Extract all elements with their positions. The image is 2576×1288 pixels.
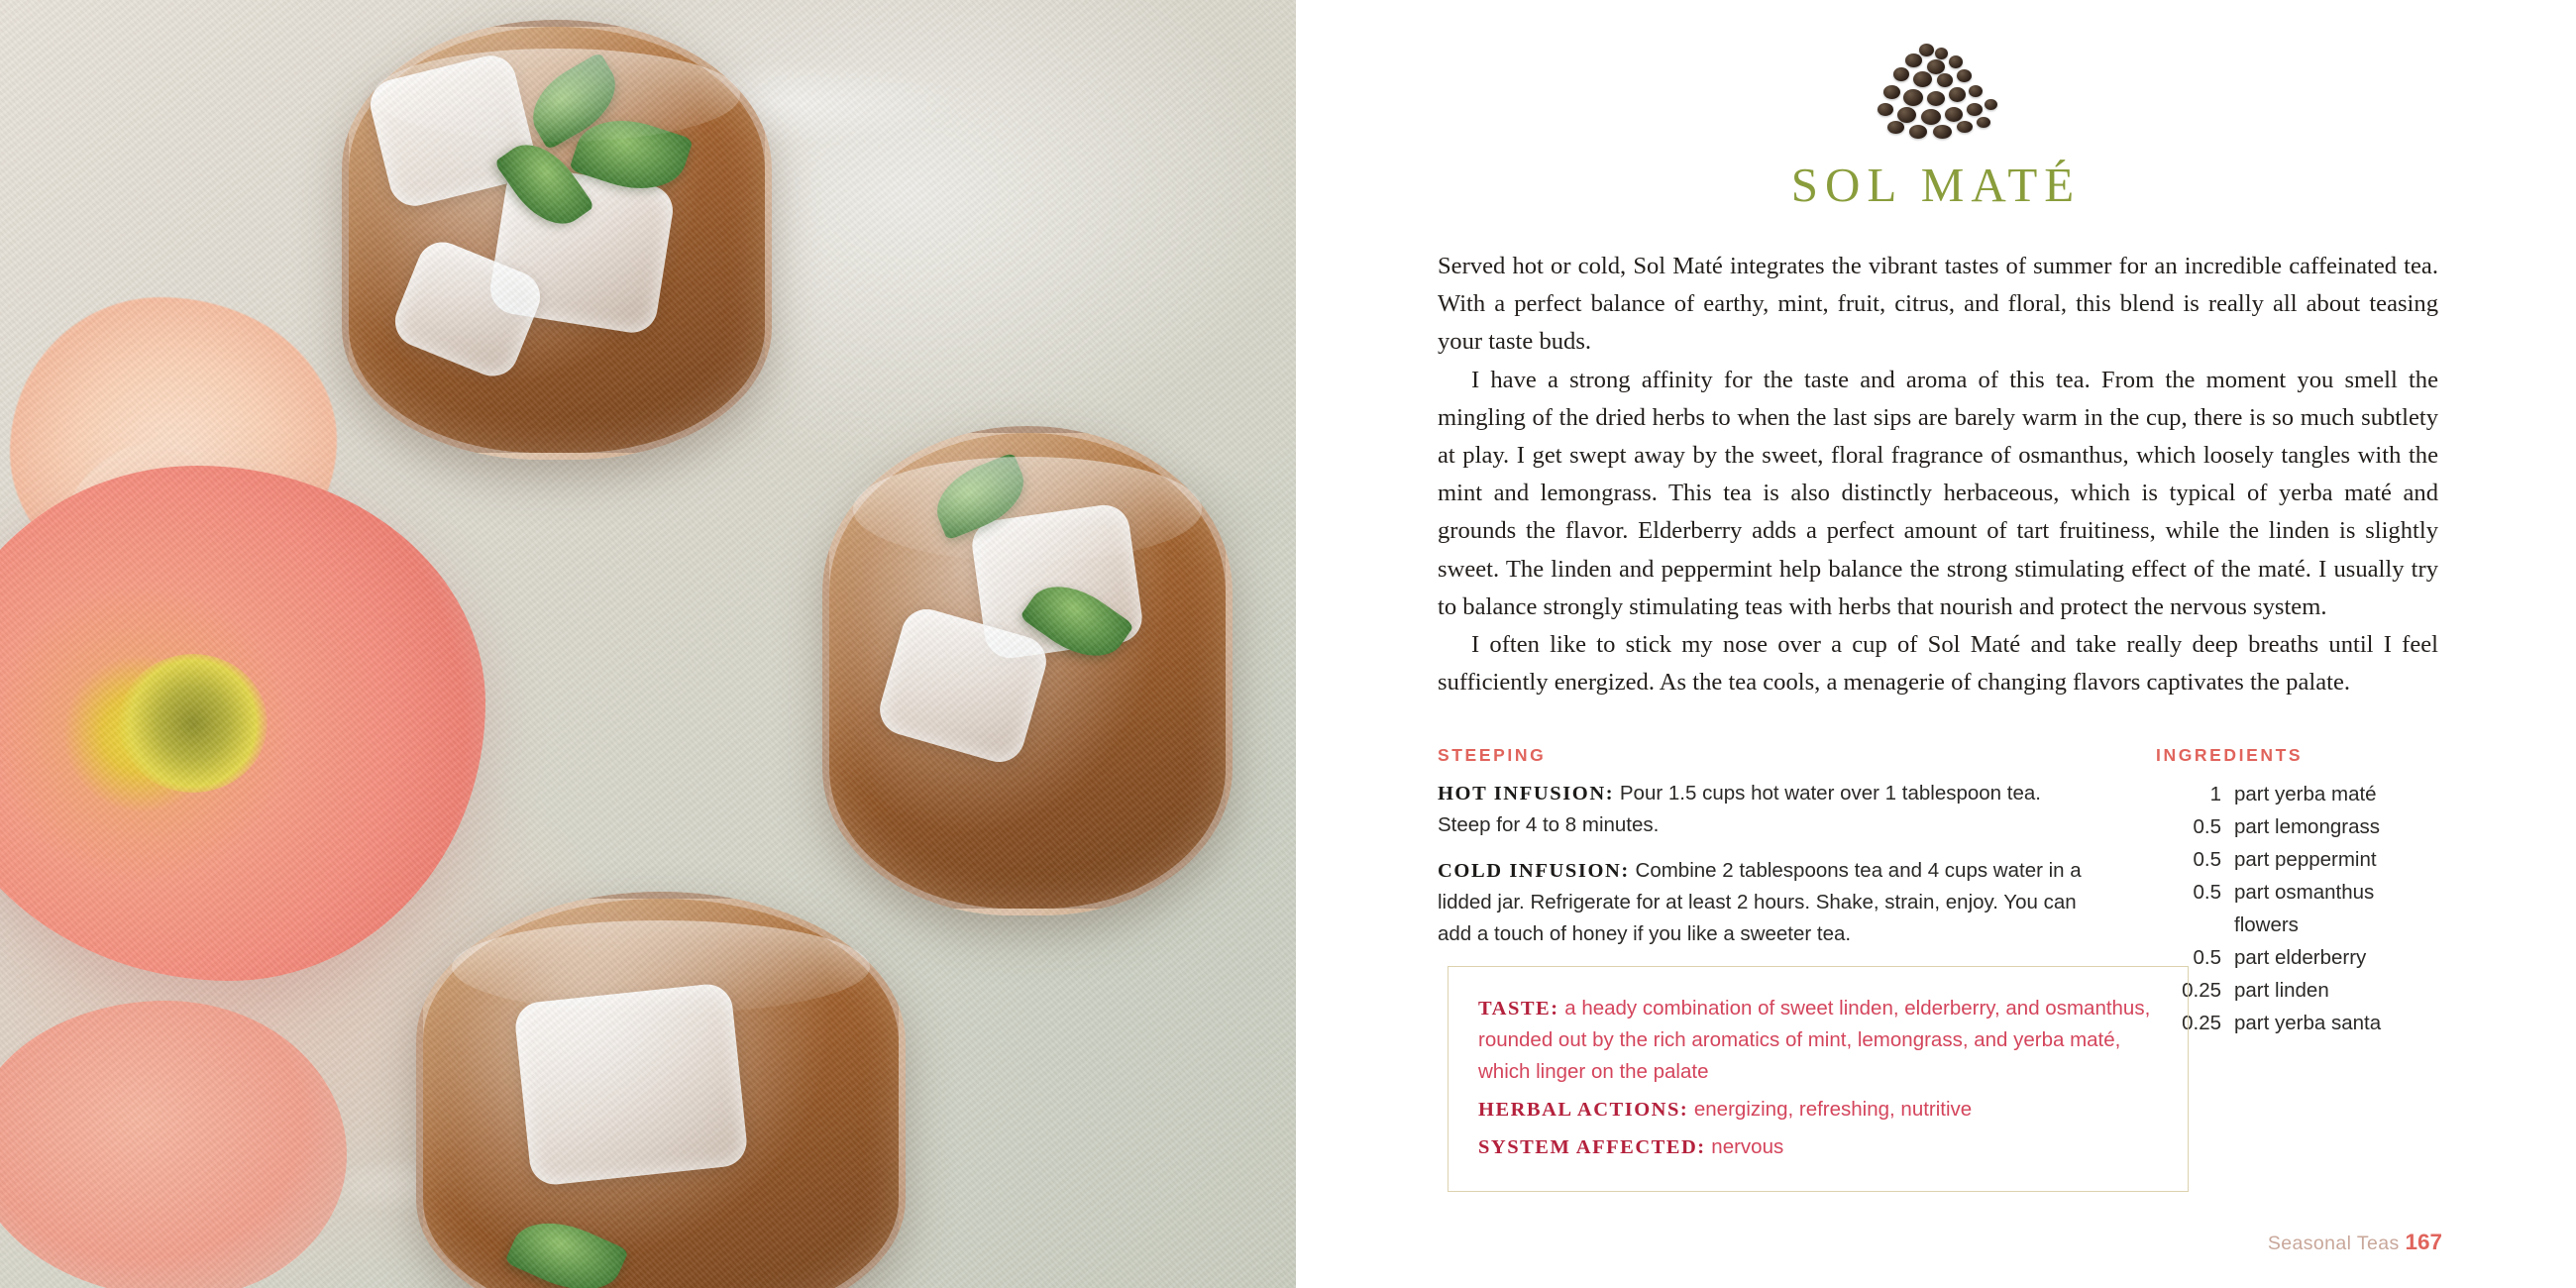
list-item bbox=[2156, 876, 2443, 941]
ingredient-name: part linden bbox=[2234, 979, 2329, 1002]
footer-section-label: Seasonal Teas bbox=[2267, 1233, 2400, 1254]
text-page bbox=[1296, 0, 2576, 1288]
ingredient-amount: 1 bbox=[2209, 783, 2221, 805]
taste-label: TASTE: bbox=[1478, 998, 1559, 1020]
loose-tea-illustration bbox=[1862, 42, 2010, 146]
taste-callout-box bbox=[1448, 966, 2189, 1192]
ingredient-name: part elderberry bbox=[2234, 946, 2367, 969]
intro-paragraph: I often like to stick my nose over a cup of Sol Maté and take really deep breaths until I feel sufficiently energized. As the tea cools, a menagerie of changing flavors captivates the palate. bbox=[1438, 631, 2438, 697]
system-affected-label: SYSTEM AFFECTED: bbox=[1478, 1136, 1706, 1158]
ingredient-amount: 0.5 bbox=[2193, 881, 2221, 904]
intro-paragraph: Served hot or cold, Sol Maté integrates the vibrant tastes of summer for an incredible caffeinated tea. With a perfect balance of earthy, mint, fruit, citrus, and floral, this blend is really all about teasing your taste buds. bbox=[1438, 253, 2438, 356]
list-item bbox=[2156, 810, 2443, 843]
list-item bbox=[2156, 941, 2443, 974]
system-affected-row bbox=[1478, 1131, 2158, 1163]
ingredient-name: part yerba maté bbox=[2234, 783, 2377, 805]
ingredient-amount: 0.5 bbox=[2193, 848, 2221, 871]
list-item bbox=[2156, 974, 2443, 1007]
herbal-actions-text: energizing, refreshing, nutritive bbox=[1688, 1098, 1973, 1121]
intro-paragraph: I have a strong affinity for the taste and aroma of this tea. From the moment you smell the mingling of the dried herbs to when the last sips are barely warm in the cup, there is so much subtlety at play. I get swept away by the sweet, floral fragrance of osmanthus, which loosely tangles with the mint and lemongrass. This tea is also distinctly herbaceous, which is typical of yerba maté and grounds the flavor. Elderberry adds a perfect amount of tart fruitiness, while the linden is slightly sweet. The linden and peppermint help balance the strong stimulating effect of the maté. I usually try to balance strongly stimulating teas with herbs that nourish and protect the nervous system. bbox=[1438, 366, 2438, 620]
page-footer bbox=[2268, 1230, 2442, 1255]
page-number: 167 bbox=[2405, 1230, 2442, 1254]
steeping-cold-infusion bbox=[1438, 855, 2092, 950]
steeping-heading: STEEPING bbox=[1438, 745, 1547, 765]
ingredient-name: part yerba santa bbox=[2234, 1012, 2382, 1034]
ingredient-name: part osmanthus flowers bbox=[2234, 881, 2375, 936]
taste-row bbox=[1478, 993, 2158, 1088]
herbal-actions-row bbox=[1478, 1094, 2158, 1126]
cold-infusion-label: COLD INFUSION: bbox=[1438, 860, 1630, 882]
ingredient-amount: 0.5 bbox=[2193, 815, 2221, 838]
hot-infusion-text: Pour 1.5 cups hot water over 1 tablespoon tea. Steep for 4 to 8 minutes. bbox=[1438, 782, 2041, 836]
list-item bbox=[2156, 1007, 2443, 1039]
ingredient-amount: 0.25 bbox=[2182, 979, 2221, 1002]
ingredient-name: part lemongrass bbox=[2234, 815, 2380, 838]
ingredients-heading: INGREDIENTS bbox=[2156, 745, 2304, 765]
herbal-actions-label: HERBAL ACTIONS: bbox=[1478, 1099, 1689, 1121]
list-item bbox=[2156, 843, 2443, 876]
ingredient-name: part peppermint bbox=[2234, 848, 2377, 871]
page-title: SOL MATÉ bbox=[1790, 158, 2082, 212]
intro-body-copy bbox=[1438, 248, 2438, 701]
steeping-hot-infusion bbox=[1438, 778, 2092, 841]
ingredient-amount: 0.5 bbox=[2193, 946, 2221, 969]
taste-text: a heady combination of sweet linden, elderberry, and osmanthus, rounded out by the rich aromatics of mint, lemongrass, and yerba maté, which linger on the palate bbox=[1478, 997, 2151, 1083]
ingredients-column bbox=[2156, 745, 2443, 1039]
hot-infusion-label: HOT INFUSION: bbox=[1438, 783, 1615, 805]
ingredient-amount: 0.25 bbox=[2182, 1012, 2221, 1034]
system-affected-text: nervous bbox=[1705, 1135, 1784, 1158]
cold-infusion-text: Combine 2 tablespoons tea and 4 cups water in a lidded jar. Refrigerate for at least 2 hours. Shake, strain, enjoy. You can add a touch of honey if you like a sweeter tea. bbox=[1438, 859, 2082, 945]
ingredients-list bbox=[2156, 778, 2443, 1039]
list-item bbox=[2156, 778, 2443, 810]
